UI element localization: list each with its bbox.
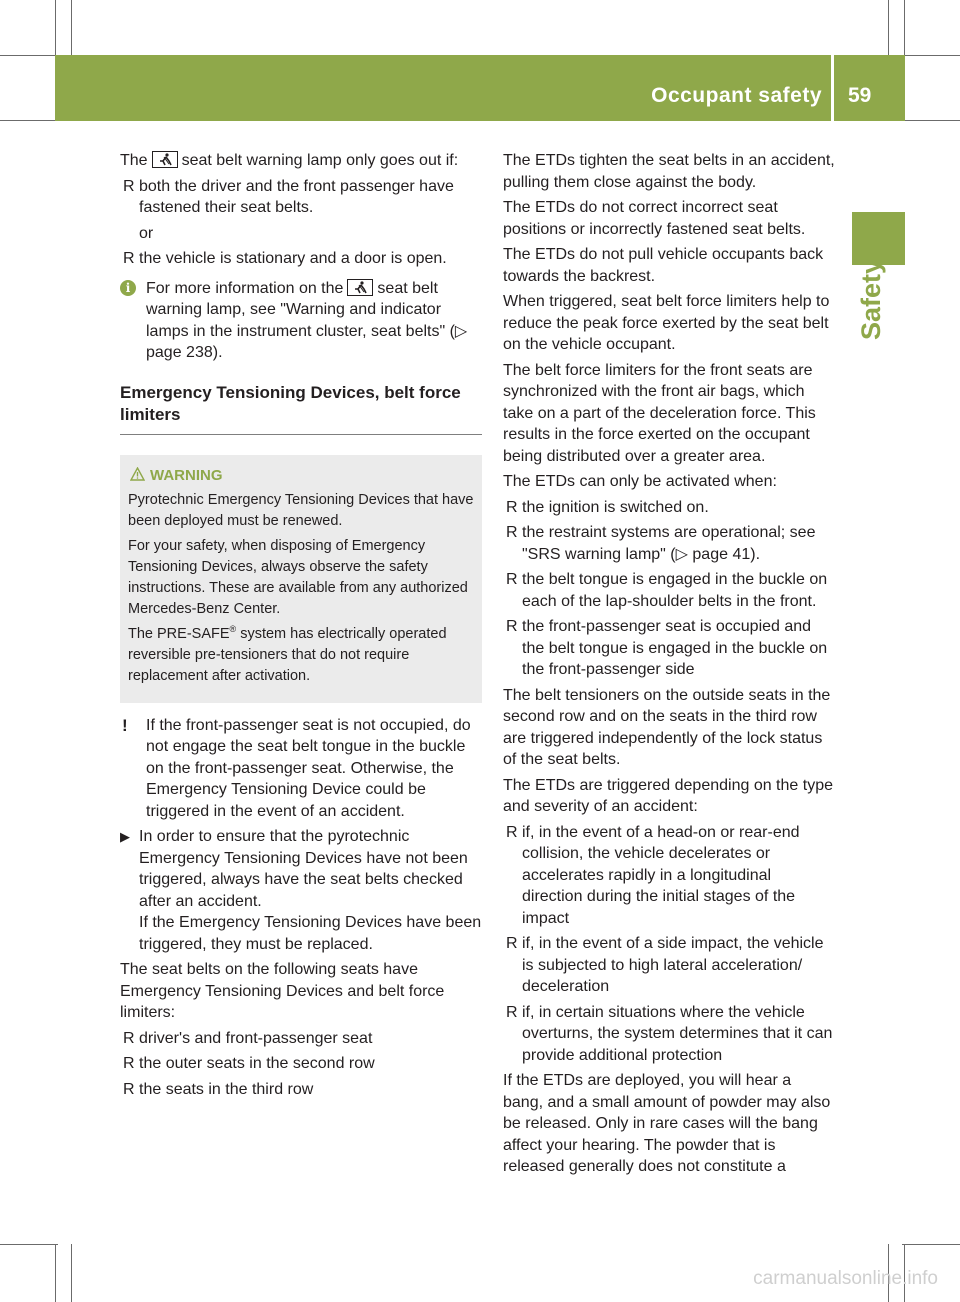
paragraph: When triggered, seat belt force limiters help to reduce the peak force exerted by the seat belt on the vehicle occupant.	[503, 293, 830, 353]
warning-paragraph: Pyrotechnic Emergency Tensioning Devices that have been deployed must be renewed.	[128, 491, 474, 529]
section-heading: Emergency Tensioning Devices, belt force limiters	[120, 382, 461, 424]
bullet-marker: R	[506, 498, 518, 516]
bullet-marker: R	[123, 177, 135, 195]
list-item: R both the driver and the front passenger have fastened their seat belts.	[123, 177, 454, 216]
bullet-marker: R	[506, 823, 518, 841]
paragraph: The seat belts on the following seats have Emergency Tensioning Devices and belt force limiters:	[120, 961, 445, 1021]
bullet-marker: R	[123, 1080, 135, 1098]
paragraph: The ETDs are triggered depending on the type and severity of an accident:	[503, 776, 833, 815]
list-item: R the belt tongue is engaged in the buckle on each of the lap-shoulder belts in the front.	[506, 571, 828, 610]
caution-note: ! If the front-passenger seat is not occupied, do not engage the seat belt tongue in the buckle on the front-passenger seat. Otherwise, the Emergency Tensioning Device could be triggered in the event of an accident.	[122, 715, 471, 820]
list-item: R if, in the event of a side impact, the vehicle is subjected to high lateral acceleration/ deceleration	[506, 935, 824, 995]
page-ref-arrow-icon: ▷	[675, 545, 688, 563]
paragraph: The belt force limiters for the front seats are synchronized with the front air bags, which take on a part of the deceleration force. This results in the force exerted on the occupant being distributed over a greater area.	[503, 361, 816, 465]
bullet-marker: R	[123, 250, 135, 267]
seat-belt-warning-icon	[152, 151, 178, 168]
paragraph: If the ETDs are deployed, you will hear a bang, and a small amount of powder may also be released. Only in rare cases will the bang affect your hearing. The powder that is released generally does not constitute a	[503, 1072, 831, 1175]
lamp-intro: The seat belt warning lamp only goes out if:	[120, 152, 459, 169]
paragraph: The ETDs tighten the seat belts in an accident, pulling them close against the body.	[503, 152, 835, 191]
crop-mark	[902, 1244, 960, 1245]
bullet-marker: R	[506, 935, 518, 952]
paragraph: The ETDs do not pull vehicle occupants back towards the backrest.	[503, 246, 824, 285]
crop-mark	[902, 120, 960, 121]
paragraph: The belt tensioners on the outside seats in the second row and on the seats in the third row are triggered independently of the lock status of the seat belts.	[503, 686, 831, 768]
crop-mark	[0, 120, 58, 121]
right-column	[503, 150, 835, 1182]
or-text: or	[139, 224, 154, 242]
section-title: Occupant safety	[651, 84, 822, 107]
list-item: R the vehicle is stationary and a door is open.	[120, 248, 482, 270]
page-reference-link[interactable]: page 238).	[146, 344, 223, 361]
bullet-marker: R	[123, 1055, 135, 1072]
crop-mark	[71, 0, 72, 58]
page-number: 59	[848, 84, 872, 107]
warning-triangle-icon	[130, 467, 145, 481]
chapter-label: Safety	[856, 258, 886, 340]
page-ref-arrow-icon: ▷	[454, 322, 468, 340]
info-icon: i	[120, 280, 136, 296]
left-column	[120, 150, 482, 1104]
page-reference-link[interactable]: page 41).	[687, 545, 761, 563]
header-separator	[831, 55, 834, 121]
list-item: R if, in certain situations where the vehicle overturns, the system determines that it can provide additional protection	[506, 1003, 833, 1064]
crop-mark	[55, 1244, 56, 1302]
list-item: R the restraint systems are operational; see "SRS warning lamp" (▷ page 41).	[506, 524, 816, 563]
warning-paragraph: The PRE-SAFE® system has electrically operated reversible pre-tensioners that do not require replacement after activation.	[128, 623, 447, 684]
bullet-marker: R	[506, 618, 518, 635]
bullet-marker: R	[506, 524, 518, 541]
chapter-tab	[852, 212, 905, 265]
paragraph: The ETDs can only be activated when:	[503, 473, 777, 490]
heading-divider	[120, 434, 482, 435]
bullet-marker: R	[123, 1029, 135, 1047]
crop-mark	[0, 55, 58, 56]
info-note: i For more information on the seat belt warning lamp, see "Warning and indicator lamps in the instrument cluster, seat belts" (▷ page 238).	[120, 278, 482, 364]
list-item: R if, in the event of a head-on or rear-end collision, the vehicle decelerates or accelerates rapidly in a longitudinal direction during the initial stages of the impact	[506, 823, 800, 927]
step-arrow-icon: ▶	[120, 829, 130, 844]
bullet-marker: R	[506, 1003, 518, 1021]
crop-mark	[55, 0, 56, 58]
list-item: R the seats in the third row	[120, 1079, 482, 1101]
crop-mark	[888, 0, 889, 58]
bullet-marker: R	[506, 571, 518, 588]
seat-belt-warning-icon	[347, 279, 373, 296]
crop-mark	[0, 1244, 58, 1245]
crop-mark	[71, 1244, 72, 1302]
list-item: R the front-passenger seat is occupied and the belt tongue is engaged in the buckle on the front-passenger side	[506, 618, 828, 678]
warning-paragraph: For your safety, when disposing of Emergency Tensioning Devices, always observe the safety instructions. These are available from any authorized Mercedes-Benz Center.	[128, 537, 468, 617]
warning-box	[120, 455, 482, 703]
instruction-step: ▶ In order to ensure that the pyrotechnic Emergency Tensioning Devices have not been triggered, always have the seat belts checked after an accident. If the Emergency Tensioning Devices have been triggered, they must be replaced.	[120, 828, 482, 953]
exclamation-icon: !	[122, 715, 128, 735]
list-item: R the ignition is switched on.	[503, 497, 835, 519]
crop-mark	[904, 0, 905, 58]
crop-mark	[902, 55, 960, 56]
watermark: carmanualsonline.info	[753, 1268, 938, 1289]
list-item: R the outer seats in the second row	[120, 1053, 482, 1075]
list-item: R driver's and front-passenger seat	[120, 1028, 482, 1050]
warning-title: WARNING	[128, 465, 474, 486]
paragraph: The ETDs do not correct incorrect seat positions or incorrectly fastened seat belts.	[503, 199, 806, 238]
